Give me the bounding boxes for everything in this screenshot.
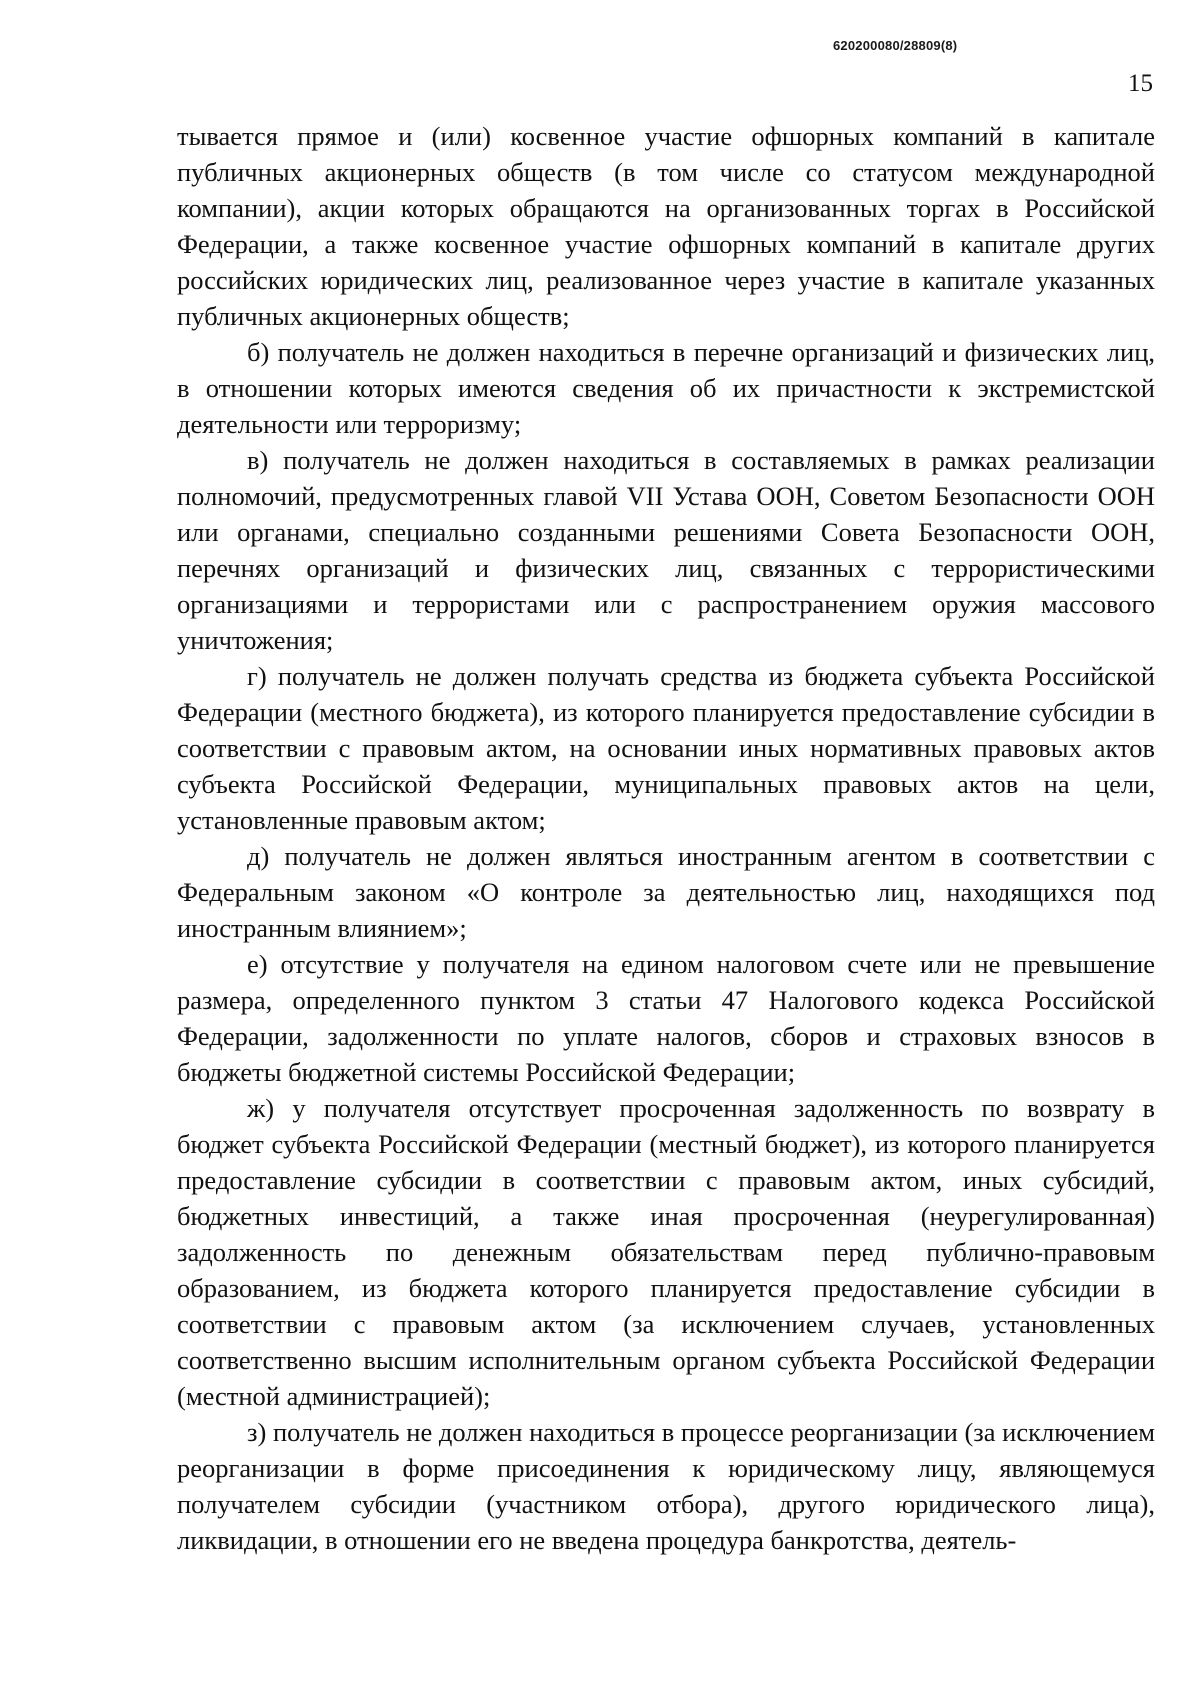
paragraph-b: б) получатель не должен находиться в перечне организаций и физических лиц, в отношении которых имеются сведения об их причастности к экстремистской деятельности или терроризму; xyxy=(177,337,1155,439)
paragraph-zh: ж) у получателя отсутствует просроченная задолженность по возврату в бюджет субъекта Российской Федерации (местный бюджет), из которого планируется предоставление субсидии в соответствии с правовым актом, иных субсидий, бюджетных инвестиций, а также иная просроченная (неурегулированная) задолженность по денежным обязательствам перед публично-правовым образованием, из бюджета которого планируется предоставление субсидии в соответствии с правовым актом (за исключением случаев, установленных соответственно высшим исполнительным органом субъекта Российской Федерации (местной администрацией); xyxy=(177,1093,1155,1411)
page-number: 15 xyxy=(1128,70,1153,97)
paragraph-g: г) получатель не должен получать средства из бюджета субъекта Российской Федерации (местного бюджета), из которого планируется предоставление субсидии в соответствии с правовым актом, на основании иных нормативных правовых актов субъекта Российской Федерации, муниципальных правовых актов на цели, установленные правовым актом; xyxy=(177,661,1155,835)
document-body xyxy=(177,118,1155,1558)
paragraph-e: е) отсутствие у получателя на едином налоговом счете или не превышение размера, определенного пунктом 3 статьи 47 Налогового кодекса Российской Федерации, задолженности по уплате налогов, сборов и страховых взносов в бюджеты бюджетной системы Российской Федерации; xyxy=(177,949,1155,1087)
paragraph-d: д) получатель не должен являться иностранным агентом в соответствии с Федеральным законом «О контроле за деятельностью лиц, находящихся под иностранным влиянием»; xyxy=(177,841,1155,943)
paragraph-v: в) получатель не должен находиться в составляемых в рамках реализации полномочий, предусмотренных главой VII Устава ООН, Советом Безопасности ООН или органами, специально созданными решениями Совета Безопасности ООН, перечнях организаций и физических лиц, связанных с террористическими организациями и террористами или с распространением оружия массового уничтожения; xyxy=(177,445,1155,655)
paragraph-continuation: тывается прямое и (или) косвенное участие офшорных компаний в капитале публичных акционерных обществ (в том числе со статусом международной компании), акции которых обращаются на организованных торгах в Российской Федерации, а также косвенное участие офшорных компаний в капитале других российских юридических лиц, реализованное через участие в капитале указанных публичных акционерных обществ; xyxy=(177,121,1155,331)
document-id: 620200080/28809(8) xyxy=(833,38,958,53)
paragraph-z: з) получатель не должен находиться в процессе реорганизации (за исключением реорганизации в форме присоединения к юридическому лицу, являющемуся получателем субсидии (участником отбора), другого юридического лица), ликвидации, в отношении его не введена процедура банкротства, деятель- xyxy=(177,1417,1155,1555)
